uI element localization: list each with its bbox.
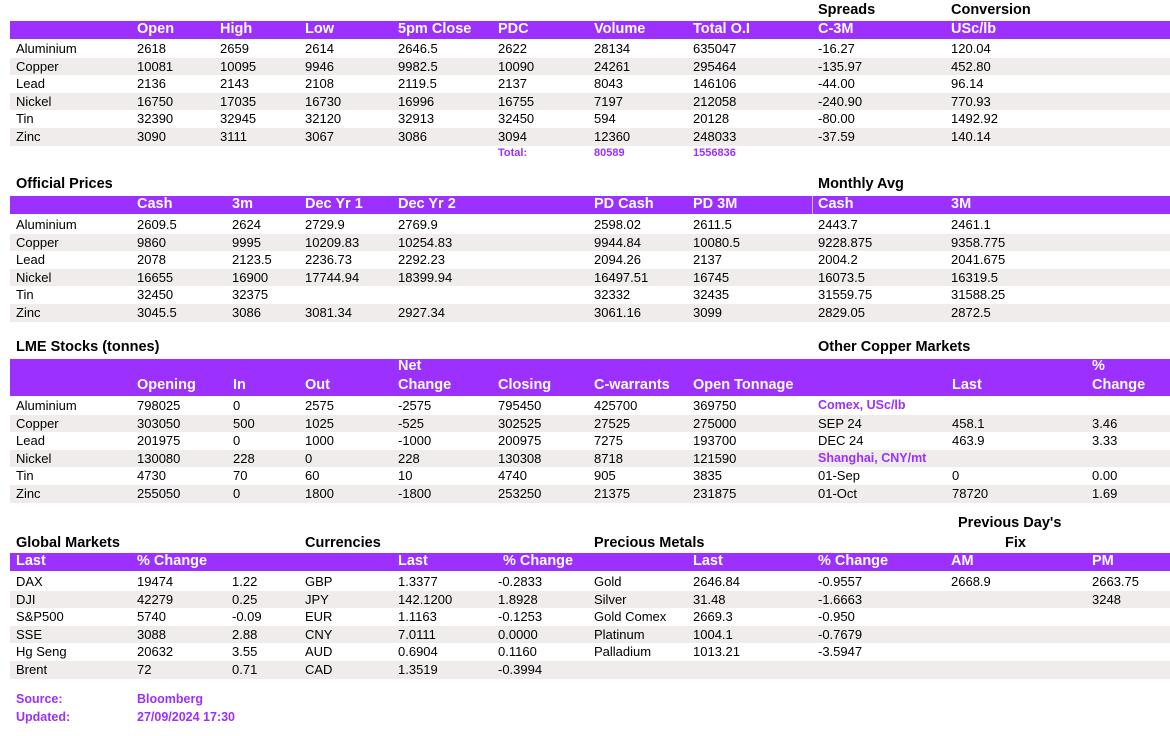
price-cell: 3094 — [498, 129, 527, 144]
price-cell: 3086 — [398, 129, 427, 144]
stocks-col-header: Opening — [137, 377, 196, 393]
price-cell: 20128 — [693, 111, 730, 127]
currency-last: 1.3377 — [398, 574, 438, 589]
price-cell: 635047 — [693, 41, 737, 56]
stocks-cell: 231875 — [693, 486, 737, 501]
price-cell: 2614 — [305, 41, 334, 56]
official-cell: 3086 — [232, 305, 261, 320]
fix-pm: 3248 — [1092, 591, 1121, 607]
row-band — [10, 304, 1170, 322]
price-cell: 28134 — [594, 41, 631, 56]
price-cell: 8043 — [594, 76, 623, 92]
official-cell: 9358.775 — [951, 234, 1006, 250]
price-cell: 248033 — [693, 129, 737, 144]
price-cell: 32945 — [220, 111, 257, 127]
currency-pct: -0.2833 — [498, 574, 543, 589]
price-cell: 16996 — [398, 93, 435, 109]
other-market-pct: 0.00 — [1092, 468, 1118, 484]
price-cell: -44.00 — [818, 76, 855, 92]
global-index-name: Brent — [16, 662, 48, 677]
precious-pct: -1.6663 — [818, 591, 863, 607]
row-band — [10, 415, 1170, 433]
stocks-cell: 8718 — [594, 450, 623, 466]
row-band — [10, 450, 1170, 468]
official-cell: 2292.23 — [398, 252, 445, 268]
markets-col-header: PM — [1092, 553, 1114, 569]
price-cell: 2143 — [220, 76, 249, 92]
price-cell: 32913 — [398, 111, 435, 127]
currency-last: 142.1200 — [398, 591, 453, 607]
stocks-col-header: Change — [1092, 377, 1146, 393]
precious-pct: -0.9557 — [818, 574, 863, 589]
price-cell: -80.00 — [818, 111, 855, 127]
metal-name: Copper — [16, 234, 59, 250]
stocks-cell: -2575 — [398, 398, 432, 413]
global-index-last: 42279 — [137, 591, 174, 607]
global-index-pct: 0.71 — [232, 662, 258, 677]
stocks-cell: 798025 — [137, 398, 181, 413]
row-band — [10, 591, 1170, 609]
price-cell: 2119.5 — [398, 76, 437, 92]
metal-name: Zinc — [16, 305, 41, 320]
markets-col-header: Last — [693, 553, 723, 569]
precious-last: 2646.84 — [693, 574, 740, 589]
stocks-col-header: Open Tonnage — [693, 377, 794, 393]
stocks-cell: 275000 — [693, 415, 737, 431]
stocks-col-header: % — [1092, 358, 1105, 374]
price-cell: 295464 — [693, 58, 737, 74]
metal-name: Copper — [16, 58, 59, 74]
official-cell: 16745 — [693, 269, 730, 285]
official-col-header: Cash — [137, 196, 173, 212]
official-cell: 2611.5 — [693, 217, 732, 232]
stocks-cell: 303050 — [137, 415, 181, 431]
stocks-col-header: Closing — [498, 377, 552, 393]
stocks-col-header: In — [233, 377, 246, 393]
official-header-bar — [10, 196, 1170, 214]
official-cell: 9228.875 — [818, 234, 873, 250]
metal-name: Zinc — [16, 486, 41, 501]
stocks-cell: 7275 — [594, 433, 623, 449]
price-cell: 10081 — [137, 58, 174, 74]
official-cell: 2236.73 — [305, 252, 352, 268]
official-cell: 16319.5 — [951, 269, 998, 285]
stocks-cell: 3835 — [693, 468, 722, 484]
stocks-cell: 255050 — [137, 486, 181, 501]
official-cell: 2461.1 — [951, 217, 991, 232]
markets-col-header: % Change — [818, 553, 889, 569]
official-cell: 16900 — [232, 269, 269, 285]
stocks-cell: 4740 — [498, 468, 527, 484]
price-cell: 17035 — [220, 93, 257, 109]
currency-name: AUD — [305, 644, 333, 660]
global-index-name: S&P500 — [16, 609, 64, 625]
precious-metals-title: Precious Metals — [594, 535, 705, 551]
official-cell: 2078 — [137, 252, 166, 268]
currency-last: 1.3519 — [398, 662, 438, 677]
stocks-cell: 10 — [398, 468, 413, 484]
official-cell: 3099 — [693, 305, 722, 320]
price-cell: 146106 — [693, 76, 737, 92]
metal-name: Tin — [16, 468, 34, 484]
row-band — [10, 661, 1170, 679]
prices-col-header: High — [220, 21, 253, 37]
official-cell: 10254.83 — [398, 234, 453, 250]
global-index-last: 5740 — [137, 609, 166, 625]
markets-col-header: AM — [951, 553, 974, 569]
other-copper-title: Other Copper Markets — [818, 339, 971, 355]
metal-name: Nickel — [16, 450, 52, 466]
stocks-col-header: Last — [952, 377, 982, 393]
header-separator — [812, 196, 813, 214]
currency-name: GBP — [305, 574, 333, 589]
currency-pct: 0.1160 — [498, 644, 537, 660]
updated-value: 27/09/2024 17:30 — [137, 710, 236, 724]
stocks-cell: 795450 — [498, 398, 542, 413]
source-value: Bloomberg — [137, 692, 203, 706]
official-cell: 16073.5 — [818, 269, 865, 285]
global-index-last: 3088 — [137, 626, 166, 642]
row-band — [10, 128, 1170, 146]
price-cell: -16.27 — [818, 41, 855, 56]
official-cell: 9944.84 — [594, 234, 641, 250]
currency-pct: -0.3994 — [498, 662, 543, 677]
spreads-title: Spreads — [818, 2, 876, 18]
price-cell: 16730 — [305, 93, 342, 109]
precious-pct: -0.7679 — [818, 626, 863, 642]
official-cell: 2609.5 — [137, 217, 177, 232]
stocks-cell: 193700 — [693, 433, 737, 449]
stocks-cell: 21375 — [594, 486, 631, 501]
price-cell: 3067 — [305, 129, 334, 144]
fix-title-line1: Previous Day's — [958, 515, 1062, 531]
price-cell: 32120 — [305, 111, 342, 127]
stocks-cell: 27525 — [594, 415, 631, 431]
row-band — [10, 93, 1170, 111]
stocks-cell: 228 — [398, 450, 420, 466]
global-index-name: Hg Seng — [16, 644, 67, 660]
official-col-header: Dec Yr 1 — [305, 196, 363, 212]
price-cell: 3111 — [220, 129, 247, 144]
price-cell: 7197 — [594, 93, 623, 109]
global-index-name: SSE — [16, 626, 43, 642]
stocks-cell: 253250 — [498, 486, 542, 501]
official-cell: 2443.7 — [818, 217, 858, 232]
fix-pm: 2663.75 — [1092, 574, 1139, 589]
price-cell: 3090 — [137, 129, 166, 144]
precious-name: Silver — [594, 591, 627, 607]
price-cell: 212058 — [693, 93, 737, 109]
metal-name: Aluminium — [16, 398, 77, 413]
stocks-cell: 4730 — [137, 468, 166, 484]
prices-col-header: Total O.I — [693, 21, 750, 37]
updated-label: Updated: — [16, 710, 71, 724]
stocks-cell: 70 — [233, 468, 248, 484]
price-cell: 2136 — [137, 76, 166, 92]
currency-pct: -0.1253 — [498, 609, 543, 625]
currencies-title: Currencies — [305, 535, 381, 551]
currency-name: CNY — [305, 626, 333, 642]
currency-last: 7.0111 — [398, 626, 436, 642]
price-cell: 10095 — [220, 58, 257, 74]
official-cell: 32435 — [693, 287, 730, 303]
official-cell: 2872.5 — [951, 305, 991, 320]
stocks-cell: 0 — [305, 450, 313, 466]
stocks-cell: -1800 — [398, 486, 432, 501]
currency-name: JPY — [305, 591, 329, 607]
row-band — [10, 485, 1170, 503]
precious-pct: -3.5947 — [818, 644, 863, 660]
official-cell: 17744.94 — [305, 269, 360, 285]
global-index-last: 20632 — [137, 644, 174, 660]
official-cell: 10080.5 — [693, 234, 740, 250]
stocks-col-header: C-warrants — [594, 377, 670, 393]
price-cell: -240.90 — [818, 93, 863, 109]
other-market-label: 01-Sep — [818, 468, 860, 484]
official-cell: 2927.34 — [398, 305, 445, 320]
metal-name: Aluminium — [16, 217, 77, 232]
precious-last: 2669.3 — [693, 609, 733, 625]
currency-name: EUR — [305, 609, 333, 625]
official-col-header: PD Cash — [594, 196, 654, 212]
stocks-cell: 200975 — [498, 433, 542, 449]
global-index-pct: 2.88 — [232, 626, 258, 642]
price-cell: -135.97 — [818, 58, 863, 74]
other-market-label: 01-Oct — [818, 486, 858, 501]
precious-name: Gold Comex — [594, 609, 667, 625]
precious-last: 31.48 — [693, 591, 726, 607]
precious-name: Palladium — [594, 644, 652, 660]
official-cell: 2123.5 — [232, 252, 272, 268]
official-col-header: Cash — [818, 196, 854, 212]
global-index-last: 19474 — [137, 574, 174, 589]
precious-name: Platinum — [594, 626, 645, 642]
official-cell: 2094.26 — [594, 252, 641, 268]
stocks-cell: 425700 — [594, 398, 638, 413]
price-cell: 2618 — [137, 41, 166, 56]
stocks-cell: 0 — [233, 433, 241, 449]
stocks-cell: 60 — [305, 468, 320, 484]
price-cell: 32450 — [498, 111, 535, 127]
other-market-pct: 3.33 — [1092, 433, 1118, 449]
price-cell: 140.14 — [951, 129, 991, 144]
prices-col-header: Volume — [594, 21, 646, 37]
price-cell: 96.14 — [951, 76, 984, 92]
monthly-avg-title: Monthly Avg — [818, 176, 904, 192]
official-cell: 2624 — [232, 217, 261, 232]
metal-name: Lead — [16, 76, 45, 92]
stocks-title: LME Stocks (tonnes) — [16, 339, 160, 355]
official-cell: 32332 — [594, 287, 631, 303]
official-col-header: Dec Yr 2 — [398, 196, 456, 212]
global-index-pct: -0.09 — [232, 609, 262, 625]
stocks-cell: 201975 — [137, 433, 181, 449]
stocks-cell: 500 — [233, 415, 255, 431]
official-cell: 2041.675 — [951, 252, 1006, 268]
price-cell: 2659 — [220, 41, 249, 56]
official-cell: 18399.94 — [398, 269, 453, 285]
price-cell: 770.93 — [951, 93, 991, 109]
fix-am: 2668.9 — [951, 574, 991, 589]
official-cell: 31588.25 — [951, 287, 1006, 303]
row-band — [10, 58, 1170, 76]
precious-name: Gold — [594, 574, 622, 589]
official-cell: 3061.16 — [594, 305, 641, 320]
conversion-title: Conversion — [951, 2, 1031, 18]
other-market-heading: Shanghai, CNY/mt — [818, 450, 927, 465]
global-index-name: DAX — [16, 574, 43, 589]
prices-col-header: PDC — [498, 21, 529, 37]
stocks-cell: 121590 — [693, 450, 737, 466]
markets-col-header: Last — [398, 553, 428, 569]
price-cell: 9946 — [305, 58, 334, 74]
global-index-pct: 0.25 — [232, 591, 258, 607]
fix-title-line2: Fix — [1005, 535, 1026, 551]
price-cell: 452.80 — [951, 58, 991, 74]
prices-col-header: USc/lb — [951, 21, 997, 37]
stocks-cell: 228 — [233, 450, 255, 466]
stocks-col-header: Change — [398, 377, 452, 393]
price-cell: 2646.5 — [398, 41, 438, 56]
currency-name: CAD — [305, 662, 333, 677]
stocks-cell: 2575 — [305, 398, 334, 413]
price-cell: 32390 — [137, 111, 174, 127]
price-cell: 120.04 — [951, 41, 991, 56]
official-title: Official Prices — [16, 176, 113, 192]
currency-pct: 1.8928 — [498, 591, 538, 607]
stocks-cell: 1800 — [305, 486, 334, 501]
official-cell: 32375 — [232, 287, 269, 303]
official-cell: 2729.9 — [305, 217, 345, 232]
metal-name: Tin — [16, 287, 34, 303]
precious-last: 1013.21 — [693, 644, 740, 660]
official-col-header: 3M — [951, 196, 972, 212]
other-market-last: 463.9 — [952, 433, 985, 449]
price-cell: -37.59 — [818, 129, 855, 144]
other-market-last: 458.1 — [952, 415, 985, 431]
official-col-header: 3m — [232, 196, 253, 212]
metal-name: Tin — [16, 111, 34, 127]
other-market-pct: 1.69 — [1092, 486, 1118, 501]
official-cell: 2137 — [693, 252, 722, 268]
official-cell: 3081.34 — [305, 305, 352, 320]
official-cell: 2004.2 — [818, 252, 858, 268]
total-oi: 1556836 — [693, 146, 736, 159]
total-label: Total: — [498, 146, 528, 159]
metal-name: Lead — [16, 433, 45, 449]
stocks-cell: -1000 — [398, 433, 432, 449]
price-cell: 24261 — [594, 58, 631, 74]
other-market-pct: 3.46 — [1092, 415, 1118, 431]
metal-name: Nickel — [16, 93, 52, 109]
stocks-cell: 905 — [594, 468, 616, 484]
official-cell: 2829.05 — [818, 305, 865, 320]
metal-name: Copper — [16, 415, 59, 431]
prices-col-header: 5pm Close — [398, 21, 472, 37]
precious-last: 1004.1 — [693, 626, 733, 642]
stocks-cell: 130308 — [498, 450, 542, 466]
price-cell: 16750 — [137, 93, 174, 109]
stocks-cell: -525 — [398, 415, 425, 431]
official-cell: 31559.75 — [818, 287, 873, 303]
price-cell: 9982.5 — [398, 58, 438, 74]
stocks-col-header: Out — [305, 377, 330, 393]
price-cell: 16755 — [498, 93, 535, 109]
other-market-label: SEP 24 — [818, 415, 862, 431]
prices-col-header: Open — [137, 21, 175, 37]
markets-col-header: Last — [16, 553, 46, 569]
source-label: Source: — [16, 692, 63, 706]
global-index-pct: 3.55 — [232, 644, 258, 660]
markets-col-header: % Change — [503, 553, 574, 569]
official-cell: 2769.9 — [398, 217, 438, 232]
row-band — [10, 626, 1170, 644]
official-col-header: PD 3M — [693, 196, 738, 212]
official-cell: 3045.5 — [137, 305, 177, 320]
official-cell: 2598.02 — [594, 217, 641, 232]
official-cell: 10209.83 — [305, 234, 360, 250]
other-market-last: 0 — [952, 468, 960, 484]
official-cell: 9860 — [137, 234, 166, 250]
stocks-cell: 0 — [233, 486, 241, 501]
global-index-last: 72 — [137, 662, 152, 677]
metal-name: Nickel — [16, 269, 52, 285]
stocks-col-header: Net — [398, 358, 422, 374]
precious-pct: -0.950 — [818, 609, 855, 625]
price-cell: 1492.92 — [951, 111, 998, 127]
metal-name: Lead — [16, 252, 45, 268]
price-cell: 2108 — [305, 76, 334, 92]
other-market-heading: Comex, USc/lb — [818, 398, 906, 412]
price-cell: 594 — [594, 111, 616, 127]
official-cell: 9995 — [232, 234, 261, 250]
official-cell: 32450 — [137, 287, 174, 303]
stocks-cell: 1025 — [305, 415, 334, 431]
metal-name: Zinc — [16, 129, 41, 144]
other-market-last: 78720 — [952, 486, 989, 501]
prices-col-header: Low — [305, 21, 334, 37]
total-volume: 80589 — [594, 146, 625, 159]
stocks-cell: 130080 — [137, 450, 181, 466]
prices-col-header: C-3M — [818, 21, 854, 37]
price-cell: 2137 — [498, 76, 527, 92]
other-market-label: DEC 24 — [818, 433, 864, 449]
markets-col-header: % Change — [137, 553, 208, 569]
metal-name: Aluminium — [16, 41, 77, 56]
official-cell: 16497.51 — [594, 269, 649, 285]
official-cell: 16655 — [137, 269, 174, 285]
stocks-cell: 369750 — [693, 398, 737, 413]
global-index-pct: 1.22 — [232, 574, 258, 589]
global-index-name: DJI — [16, 591, 36, 607]
stocks-cell: 0 — [233, 398, 241, 413]
stocks-cell: 302525 — [498, 415, 542, 431]
price-cell: 2622 — [498, 41, 527, 56]
price-cell: 10090 — [498, 58, 535, 74]
price-cell: 12360 — [594, 129, 631, 144]
global-markets-title: Global Markets — [16, 535, 120, 551]
currency-pct: 0.0000 — [498, 626, 538, 642]
currency-last: 0.6904 — [398, 644, 438, 660]
stocks-cell: 1000 — [305, 433, 334, 449]
currency-last: 1.1163 — [398, 609, 437, 625]
